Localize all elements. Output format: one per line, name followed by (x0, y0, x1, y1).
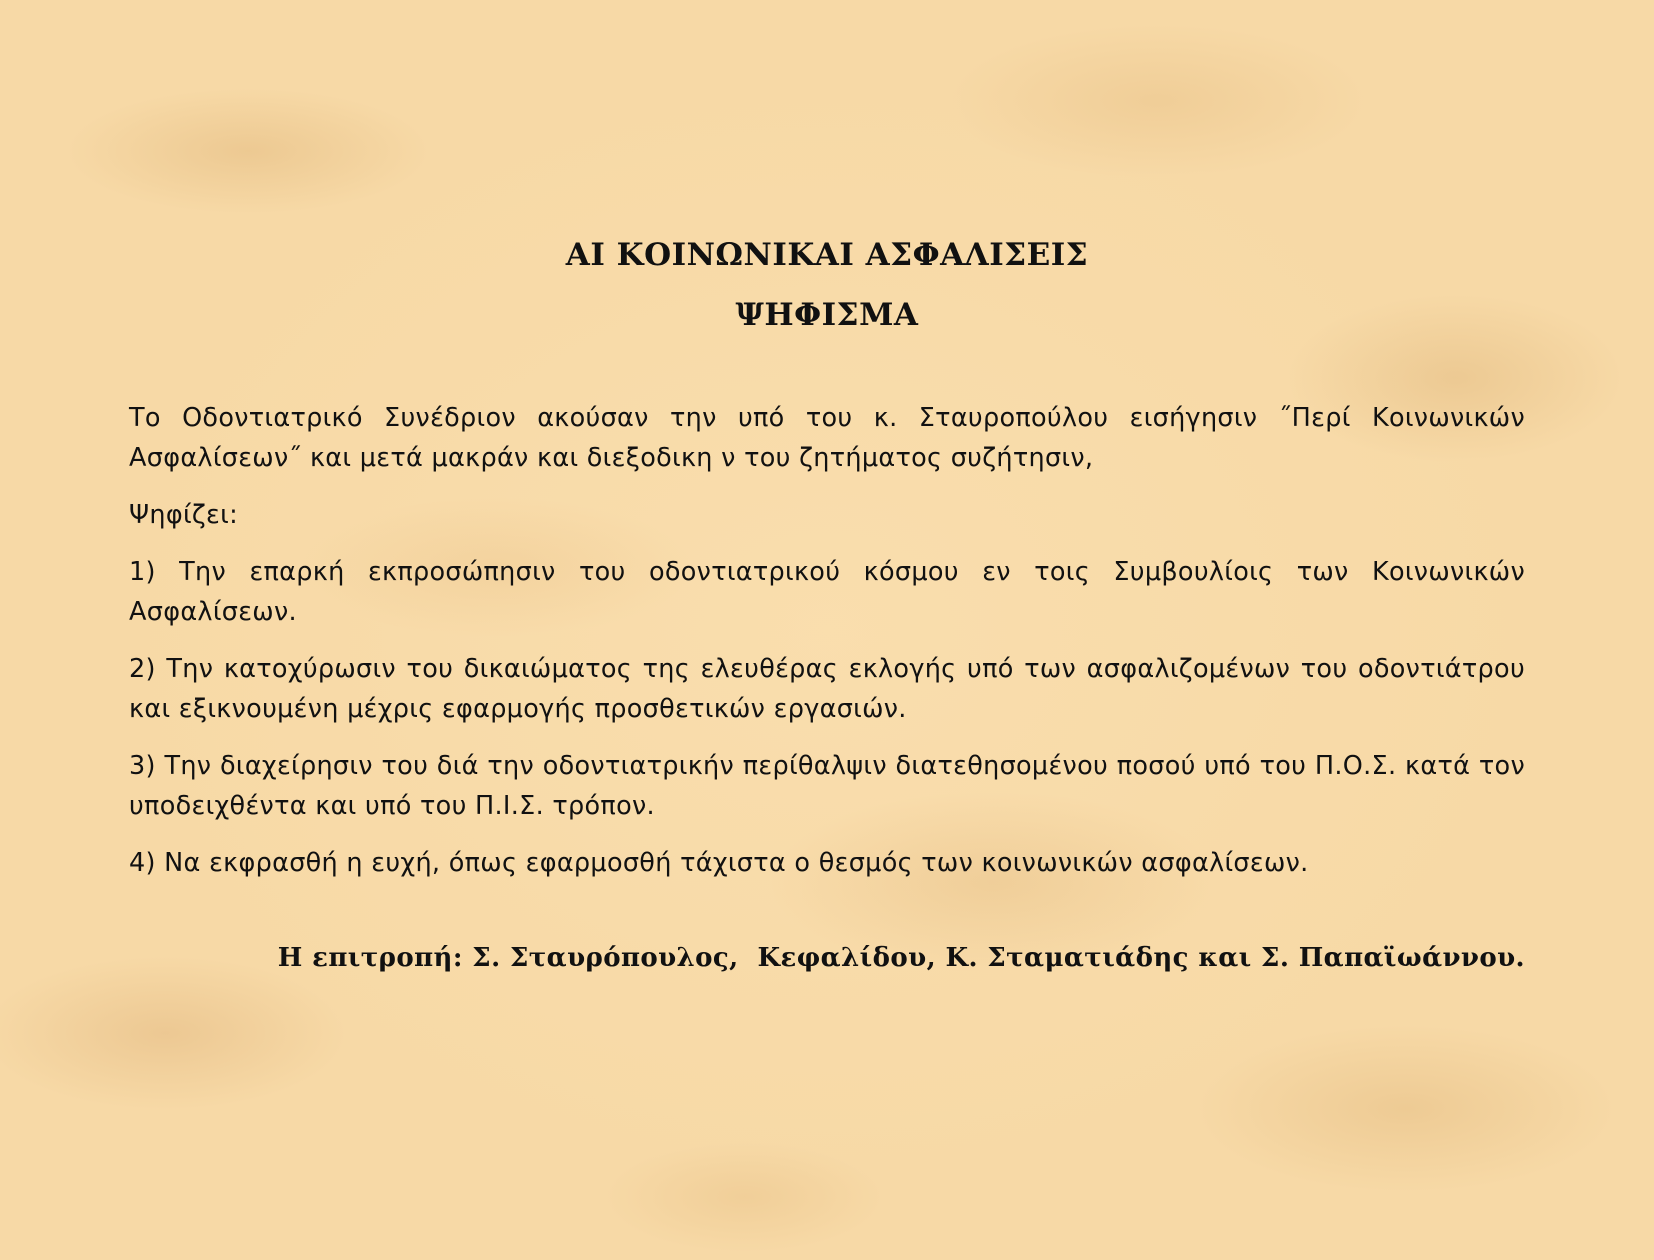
resolution-item-4: 4) Να εκφρασθή η ευχή, όπως εφαρμοσθή τάχιστα ο θεσμός των κοινωνικών ασφαλίσεων. (129, 848, 1309, 878)
intro-paragraph: Το Οδοντιατρικό Συνέδριον ακούσαν την υπό του κ. Σταυροπούλου εισήγησιν ˝Περί Κοινωνικών Ασφαλίσεων˝ και μετά μακράν και διεξοδικη ν του ζητήματος συζήτησιν, (129, 403, 1525, 473)
resolution-item-1: 1) Την επαρκή εκπροσώπησιν του οδοντιατρικού κόσμου εν τοις Συμβουλίοις των Κοινωνικών Ασφαλίσεων. (129, 557, 1525, 627)
resolution-item-3: 3) Την διαχείρησιν του διά την οδοντιατρικήν περίθαλψιν διατεθησομένου ποσού υπό του Π.Ο.Σ. κατά τον υποδειχθέντα και υπό του Π.Ι.Σ. τρόπον. (129, 751, 1525, 821)
resolves-line: Ψηφίζει: (129, 500, 238, 530)
document-subtitle: ΨΗΦΙΣΜΑ (735, 297, 919, 333)
document-body (129, 398, 1525, 883)
document-page (129, 228, 1525, 973)
resolution-item-2: 2) Την κατοχύρωσιν του δικαιώματος της ελευθέρας εκλογής υπό των ασφαλιζομένων του οδοντιάτρου και εξικνουμένη μέχρις εφαρμογής προσθετικών εργασιών. (129, 654, 1525, 724)
committee-signature: Η επιτροπή: Σ. Σταυρόπουλος, Κεφαλίδου, Κ. Σταματιάδης και Σ. Παπαϊωάννου. (277, 943, 1525, 973)
document-title: ΑΙ ΚΟΙΝΩΝΙΚΑΙ ΑΣΦΑΛΙΣΕΙΣ (565, 237, 1089, 273)
